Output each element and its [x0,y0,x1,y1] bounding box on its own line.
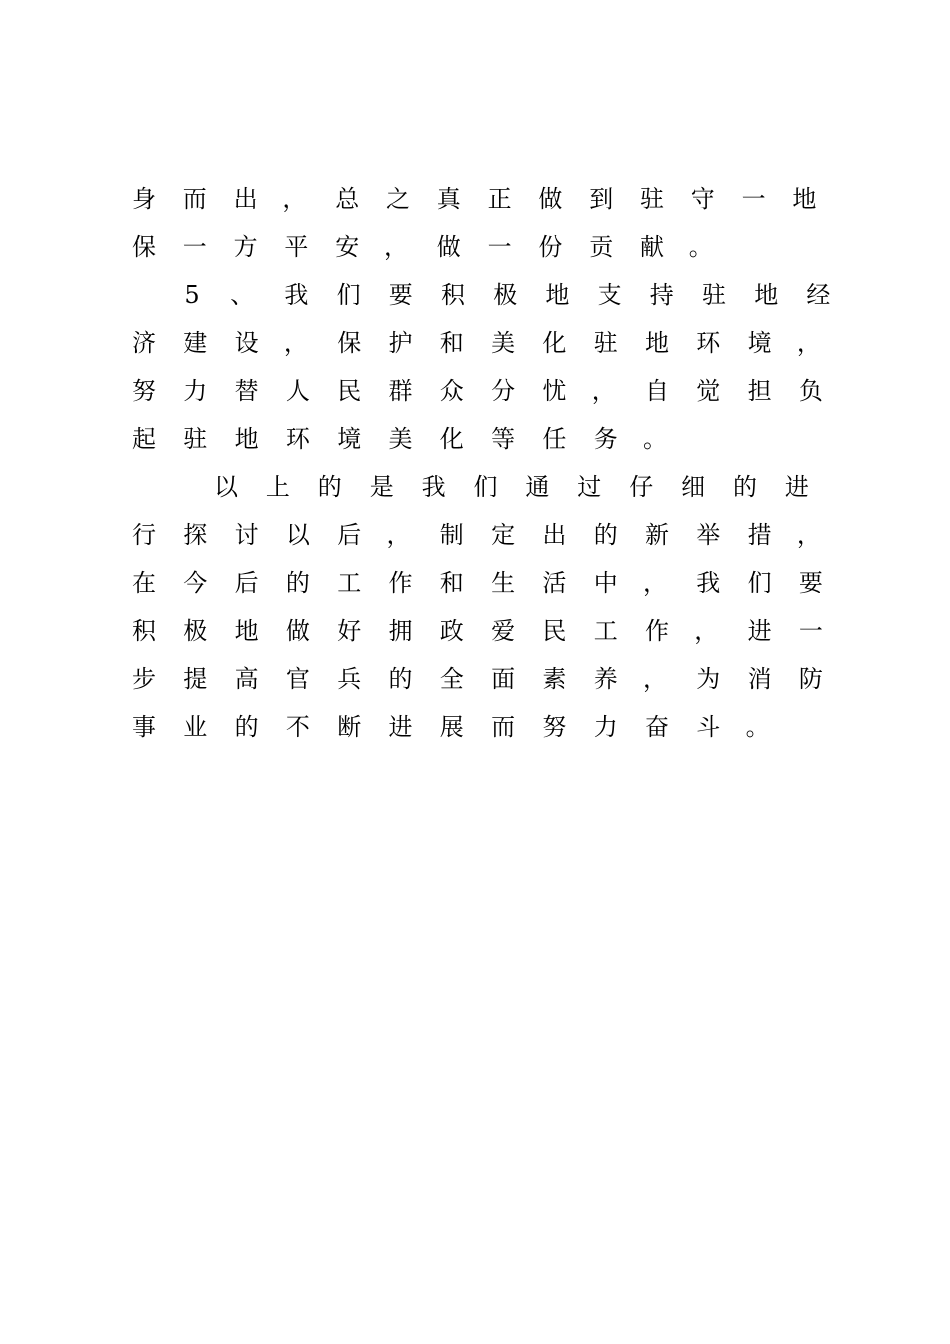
text-line: 在 今 后 的 工 作 和 生 活 中 ， 我 们 要 [132,569,823,597]
text-line: 身 而 出 ， 总 之 真 正 做 到 驻 守 一 地 [132,185,817,213]
text-line: 5 、 我 们 要 积 极 地 支 持 驻 地 经 [184,281,831,309]
text-line: 起 驻 地 环 境 美 化 等 任 务 。 [132,425,667,453]
text-line: 济 建 设 ， 保 护 和 美 化 驻 地 环 境 ， [132,329,821,357]
text-line: 事 业 的 不 断 进 展 而 努 力 奋 斗 。 [132,713,770,741]
text-line: 努 力 替 人 民 群 众 分 忧 ， 自 觉 担 负 [132,377,823,405]
text-line: 保 一 方 平 安 ， 做 一 份 贡 献 。 [132,233,713,261]
text-line: 步 提 高 官 兵 的 全 面 素 养 ， 为 消 防 [132,665,823,693]
text-line: 以 上 的 是 我 们 通 过 仔 细 的 进 [214,473,809,501]
text-line: 积 极 地 做 好 拥 政 爱 民 工 作 ， 进 一 [132,617,823,645]
text-line: 行 探 讨 以 后 ， 制 定 出 的 新 举 措 ， [132,521,821,549]
